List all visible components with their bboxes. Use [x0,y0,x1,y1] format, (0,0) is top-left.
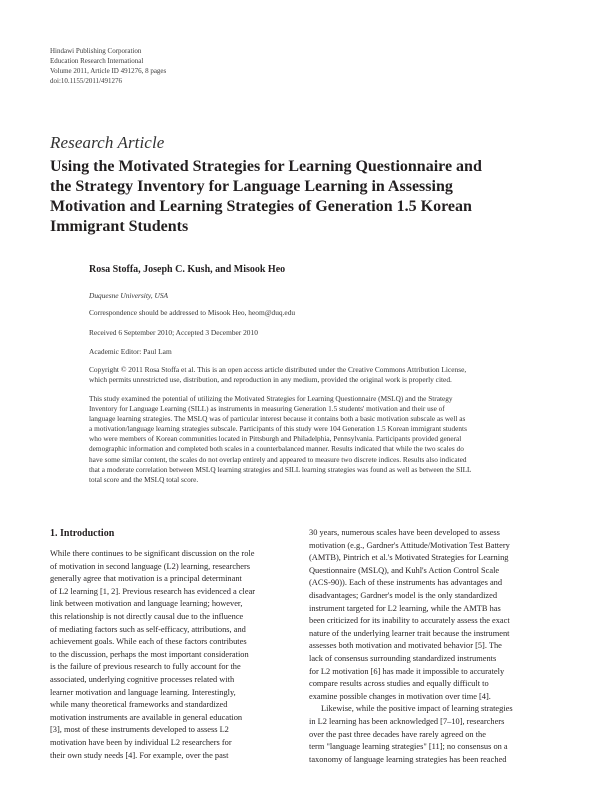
body-line: (AMTB), Pintrich et al.'s Motivated Strategies for Learning [309,553,509,563]
academic-editor: Academic Editor: Paul Lam [89,347,172,356]
body-line: term "language learning strategies" [11]; no consensus on a [309,742,508,752]
abstract-line: a motivation/language learning strategies subscale. Participants of this study were 104 Generation 1.5 Korean immigrant students [89,424,467,434]
body-line: 30 years, numerous scales have been developed to assess [309,528,500,537]
body-line: this relationship is not directly causal due to the influence [50,611,244,621]
body-line: is the failure of previous research to fully account for the [50,662,241,672]
body-line: generally agree that motivation is a principal determinant [50,574,242,584]
abstract-line: have some similar content, the scales do not overlap entirely and appeared to measure two discrete indices. Results also indicated [89,454,467,464]
copyright-notice [89,365,559,385]
body-line: of mediating factors such as self-efficacy, attributions, and [50,624,246,634]
body-line: learner motivation and language learning. Interestingly, [50,687,236,697]
article-type: Research Article [50,133,165,152]
copyright-line: Copyright © 2011 Rosa Stoffa et al. This is an open access article distributed under the Creative Commons Attribution License, [89,365,467,374]
body-line: in L2 learning has been acknowledged [7–10], researchers [309,716,505,726]
body-line: been criticized for its inability to accurately assess the exact [309,616,510,626]
abstract-line: who were members of Korean communities located in Pittsburgh and Philadelphia, Pennsylvania. Participants provided general [89,434,462,444]
body-line: instrument targeted for L2 learning, while the AMTB has [309,603,501,613]
body-column-left [50,548,292,762]
affiliation: Duquesne University, USA [89,291,169,300]
body-line: (ACS-90)). Each of these instruments has advantages and [309,578,503,588]
body-line: [3], most of these instruments developed to assess L2 [50,725,229,735]
abstract-line: language learning strategies. The MSLQ was of particular interest because it contains both a basic motivation subscale as well as [89,414,466,424]
authors: Rosa Stoffa, Joseph C. Kush, and Misook Heo [89,264,286,275]
body-line: while many theoretical frameworks and standardized [50,700,228,710]
correspondence: Correspondence should be addressed to Misook Heo, heom@duq.edu [89,308,296,317]
title-line: the Strategy Inventory for Language Learning in Assessing [50,178,453,195]
body-line: motivation have been by individual L2 researchers for [50,737,232,747]
body-line: achievement goals. While each of these factors contributes [50,637,247,647]
section-heading: 1. Introduction [50,528,115,539]
volume-info: Volume 2011, Article ID 491276, 8 pages [50,67,167,75]
journal-header [50,46,166,86]
body-line: of motivation in second language (L2) learning, researchers [50,561,250,571]
title-line: Immigrant Students [50,218,189,235]
body-line: While there continues to be significant discussion on the role [50,549,255,558]
body-line: compare results across studies and equally difficult to [309,679,489,689]
publisher-name: Hindawi Publishing Corporation [50,47,142,55]
body-column-right [309,527,551,766]
title-line: Using the Motivated Strategies for Learning Questionnaire and [50,158,482,175]
body-line: nature of the underlying learner trait because the instrument [309,628,510,638]
paper-title [50,157,550,237]
copyright-line: which permits unrestricted use, distribution, and reproduction in any medium, provided the original work is properly cited. [89,375,452,384]
abstract [89,394,550,485]
abstract-line: Inventory for Language Learning (SILL) as instruments in measuring Generation 1.5 students' motivation and their use of [89,404,445,414]
abstract-line: total score and the MSLQ total score. [89,474,199,484]
body-line: disadvantages; Gardner's model is the only standardized [309,590,498,600]
body-line: Questionnaire (MSLQ), and Kuhl's Action Control Scale [309,565,500,575]
body-line: of L2 learning [1, 2]. Previous research has evidenced a clear [50,586,256,596]
body-line: their own study needs [4]. For example, over the past [50,750,229,760]
body-line: examine possible changes in motivation over time [4]. [309,691,491,701]
journal-name: Education Research International [50,57,144,65]
received-dates: Received 6 September 2010; Accepted 3 December 2010 [89,328,258,337]
body-line: motivation instruments are available in general education [50,712,243,722]
abstract-line: demographic information and completed both scales in a counterbalanced manner. Results indicated that while the two scales do [89,444,464,454]
body-line: lack of consensus surrounding standardized instruments [309,653,497,663]
body-line: associated, underlying cognitive processes related with [50,674,235,684]
body-line: assesses both motivation and motivated behavior [5]. The [309,641,502,651]
body-line: for L2 motivation [6] has made it impossible to accurately [309,666,505,676]
doi: doi:10.1155/2011/491276 [50,77,123,85]
body-line: taxonomy of language learning strategies has been reached [309,754,507,764]
title-line: Motivation and Learning Strategies of Generation 1.5 Korean [50,198,472,215]
abstract-line: This study examined the potential of utilizing the Motivated Strategies for Learning Questionnaire (MSLQ) and the Strategy [89,394,453,403]
abstract-line: that a moderate correlation between MSLQ learning strategies and SILL learning strategies was found as well as between the SILL [89,464,472,474]
body-line: Likewise, while the positive impact of learning strategies [321,704,513,714]
body-line: over the past three decades have rarely agreed on the [309,729,486,739]
body-line: to the discussion, perhaps the most important consideration [50,649,249,659]
body-line: motivation (e.g., Gardner's Attitude/Motivation Test Battery [309,540,510,550]
body-line: link between motivation and language learning; however, [50,599,243,609]
